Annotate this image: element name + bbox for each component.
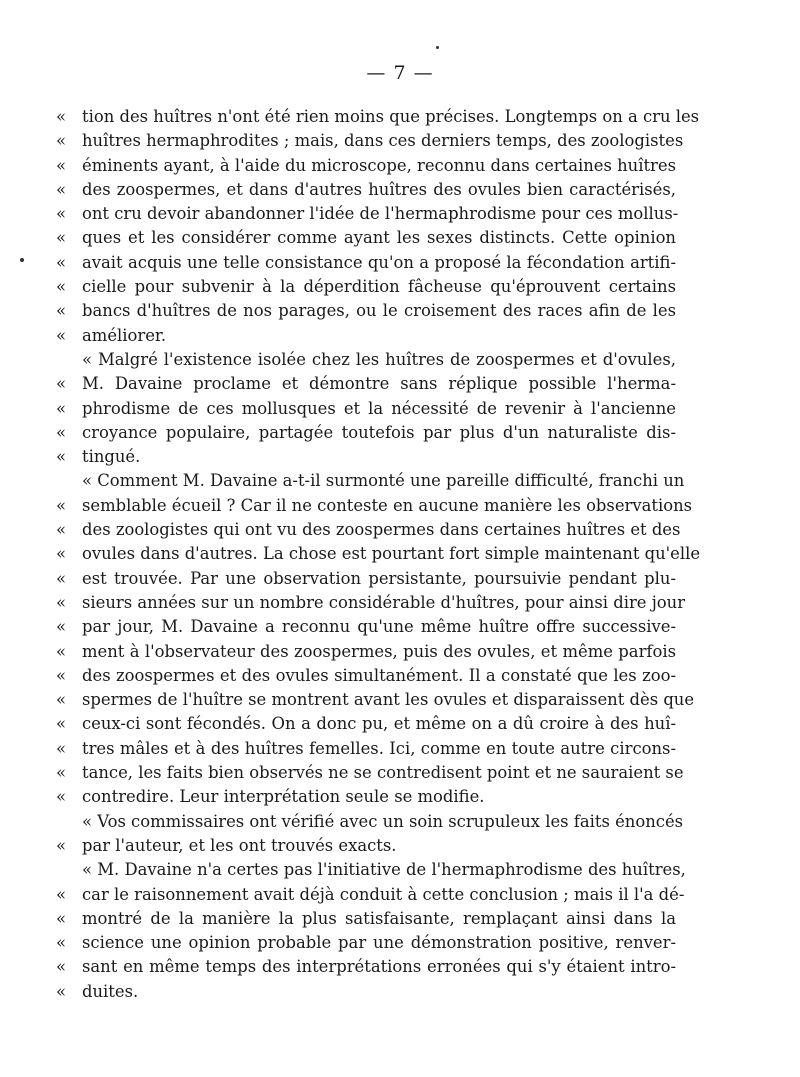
line-text: ovules dans d'autres. La chose est pourtant fort simple maintenant qu'elle — [82, 544, 701, 564]
line-text: ment à l'observateur des zoospermes, puis des ovules, et même parfois — [82, 641, 676, 661]
text-line — [56, 348, 676, 372]
quote-mark: « — [56, 155, 67, 175]
body-text — [56, 105, 701, 1004]
line-text: avait acquis une telle consistance qu'on a proposé la fécondation artifi- — [82, 252, 676, 272]
text-line — [56, 931, 676, 955]
quote-mark: « — [56, 641, 67, 661]
line-text: ont cru devoir abandonner l'idée de l'hermaphrodisme pour ces mollus- — [82, 204, 679, 224]
quote-mark: « — [56, 787, 67, 807]
line-text: « Comment M. Davaine a-t-il surmonté une pareille difficulté, franchi un — [82, 471, 685, 491]
text-line — [56, 226, 676, 250]
text-line — [56, 324, 676, 348]
quote-mark: « — [56, 738, 67, 758]
text-line — [56, 810, 684, 834]
line-text: des zoospermes et des ovules simultanément. Il a constaté que les zoo- — [82, 665, 676, 685]
line-text: sant en même temps des interprétations erronées qui s'y étaient intro- — [82, 957, 676, 977]
text-line — [56, 299, 676, 323]
text-line — [56, 202, 679, 226]
text-line — [56, 542, 701, 566]
text-line — [56, 688, 695, 712]
quote-mark: « — [56, 690, 67, 710]
text-line — [56, 178, 676, 202]
text-line — [56, 907, 676, 931]
line-text: éminents ayant, à l'aide du microscope, reconnu dans certaines huîtres — [82, 155, 677, 175]
line-text: ceux-ci sont fécondés. On a donc pu, et même on a dû croire à des huî- — [82, 714, 676, 734]
quote-mark — [56, 469, 82, 493]
quote-mark: « — [56, 277, 67, 297]
text-line — [56, 518, 681, 542]
quote-mark: « — [56, 374, 67, 394]
text-line — [56, 834, 676, 858]
line-text: améliorer. — [82, 325, 167, 345]
text-line — [56, 421, 676, 445]
text-line — [56, 955, 676, 979]
quote-mark: « — [56, 325, 67, 345]
quote-mark: « — [56, 422, 67, 442]
line-text: M. Davaine proclame et démontre sans réplique possible l'herma- — [82, 374, 676, 394]
quote-mark: « — [56, 544, 67, 564]
line-text: science une opinion probable par une démonstration positive, renver- — [82, 933, 676, 953]
text-line — [56, 469, 685, 493]
quote-mark: « — [56, 835, 67, 855]
line-text: semblable écueil ? Car il ne conteste en aucune manière les observations — [82, 495, 693, 515]
text-line — [56, 980, 676, 1004]
quote-mark: « — [56, 933, 67, 953]
text-line — [56, 737, 676, 761]
text-line — [56, 761, 684, 785]
quote-mark: « — [56, 179, 67, 199]
quote-mark: « — [56, 204, 67, 224]
quote-mark: « — [56, 447, 67, 467]
text-line — [56, 664, 676, 688]
text-line — [56, 615, 676, 639]
text-line — [56, 397, 676, 421]
text-line — [56, 494, 693, 518]
quote-mark: « — [56, 495, 67, 515]
text-line — [56, 129, 684, 153]
page-number: — 7 — — [366, 62, 434, 84]
line-text: cielle pour subvenir à la déperdition fâcheuse qu'éprouvent certains — [82, 277, 676, 297]
quote-mark: « — [56, 981, 67, 1001]
quote-mark: « — [56, 568, 67, 588]
text-line — [56, 275, 676, 299]
quote-mark: « — [56, 665, 67, 685]
line-text: « Vos commissaires ont vérifié avec un soin scrupuleux les faits énoncés — [82, 811, 684, 831]
quote-mark: « — [56, 908, 67, 928]
text-line — [56, 858, 686, 882]
text-line — [56, 567, 676, 591]
text-line — [56, 372, 676, 396]
quote-mark: « — [56, 228, 67, 248]
quote-mark: « — [56, 763, 67, 783]
text-line — [56, 785, 676, 809]
line-text: des zoospermes, et dans d'autres huîtres des ovules bien caractérisés, — [82, 179, 676, 199]
line-text: « Malgré l'existence isolée chez les huîtres de zoospermes et d'ovules, — [82, 349, 676, 369]
line-text: tingué. — [82, 447, 141, 467]
line-text: sieurs années sur un nombre considérable d'huîtres, pour ainsi dire jour — [82, 592, 686, 612]
quote-mark: « — [56, 592, 67, 612]
text-line — [56, 591, 686, 615]
text-line — [56, 154, 676, 178]
quote-mark: « — [56, 131, 67, 151]
quote-mark: « — [56, 252, 67, 272]
ink-speck — [436, 46, 439, 49]
quote-mark — [56, 858, 82, 882]
line-text: bancs d'huîtres de nos parages, ou le croisement des races afin de les — [82, 301, 676, 321]
line-text: est trouvée. Par une observation persistante, poursuivie pendant plu- — [82, 568, 676, 588]
text-line — [56, 712, 676, 736]
line-text: contredire. Leur interprétation seule se modifie. — [82, 787, 485, 807]
text-line — [56, 445, 676, 469]
text-line — [56, 105, 700, 129]
line-text: des zoologistes qui ont vu des zoospermes dans certaines huîtres et des — [82, 520, 681, 540]
line-text: duites. — [82, 981, 139, 1001]
quote-mark: « — [56, 301, 67, 321]
line-text: tance, les faits bien observés ne se contredisent point et ne sauraient se — [82, 763, 684, 783]
line-text: spermes de l'huître se montrent avant les ovules et disparaissent dès que — [82, 690, 695, 710]
quote-mark: « — [56, 884, 67, 904]
text-line — [56, 883, 685, 907]
line-text: croyance populaire, partagée toutefois par plus d'un naturaliste dis- — [82, 422, 676, 442]
text-line — [56, 251, 676, 275]
line-text: ques et les considérer comme ayant les sexes distincts. Cette opinion — [82, 228, 676, 248]
quote-mark: « — [56, 714, 67, 734]
line-text: car le raisonnement avait déjà conduit à cette conclusion ; mais il l'a dé- — [82, 884, 685, 904]
quote-mark: « — [56, 520, 67, 540]
line-text: montré de la manière la plus satisfaisante, remplaçant ainsi dans la — [82, 908, 676, 928]
text-line — [56, 640, 676, 664]
line-text: tion des huîtres n'ont été rien moins que précises. Longtemps on a cru les — [82, 107, 700, 126]
quote-mark — [56, 348, 82, 372]
line-text: par jour, M. Davaine a reconnu qu'une même huître offre successive- — [82, 617, 676, 637]
ink-speck — [20, 258, 24, 262]
line-text: huîtres hermaphrodites ; mais, dans ces derniers temps, des zoologistes — [82, 131, 684, 151]
quote-mark: « — [56, 617, 67, 637]
line-text: tres mâles et à des huîtres femelles. Ici, comme en toute autre circons- — [82, 738, 676, 758]
line-text: « M. Davaine n'a certes pas l'initiative de l'hermaphrodisme des huîtres, — [82, 860, 686, 880]
line-text: phrodisme de ces mollusques et la nécessité de revenir à l'ancienne — [82, 398, 676, 418]
quote-mark: « — [56, 398, 67, 418]
quote-mark: « — [56, 957, 67, 977]
quote-mark — [56, 810, 82, 834]
quote-mark: « — [56, 107, 67, 126]
line-text: par l'auteur, et les ont trouvés exacts. — [82, 835, 397, 855]
